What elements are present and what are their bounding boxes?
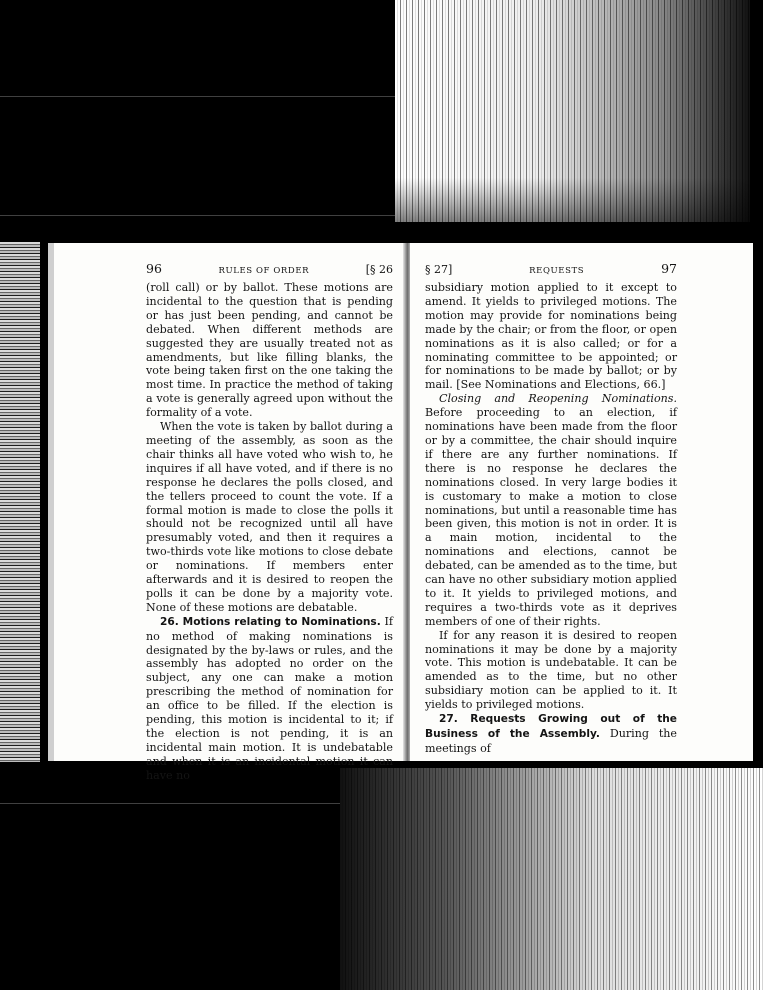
scan-line [0, 215, 395, 216]
right-section-ref: § 27] [425, 263, 453, 276]
left-running-title: RULES OF ORDER [218, 266, 310, 276]
scan-glare-bottom [340, 768, 763, 990]
section-27-paragraph [425, 712, 677, 756]
right-page [410, 243, 753, 761]
right-running-head [425, 261, 677, 277]
closing-nominations-body: Before proceeding to an election, if nominations have been made from the floor or by a committee, the chair should inquire if there are any further nominations. If there is no response he declares the nominations closed. In very large bodies it is customary to make a motion to close nominations, but until a reasonable time has been given, this motion is not in order. It is a main motion, incidental to the nominations and elections, cannot be debated, can be amended as to the time, but can have no other subsidiary motion applied to it. It yields to privileged motions, and requires a two-thirds vote as it deprives members of one of their rights. [425, 406, 677, 628]
scan-edge-left [0, 242, 40, 762]
left-page-text [146, 281, 393, 783]
section-26-body: If no method of making nominations is designated by the by-laws or rules, and the assembly has adopted no order on the subject, any one can make a motion prescribing the method of nomination for an office to be filled. If the election is pending, this motion is incidental to it; if the election is not pending, it is an incidental main motion. It is undebatable and when it is an incidental motion it can have no [146, 614, 393, 782]
scan-line [0, 803, 340, 804]
section-27-body: During the meetings of [425, 727, 678, 755]
scan-glare-top [395, 0, 750, 222]
left-section-ref: [§ 26 [365, 263, 393, 276]
paragraph: If for any reason it is desired to reopen nominations it may be done by a majority vote. This motion is undebatable. It can be amended as to the time, but no other subsidiary motion can be applied to it. It yields to privileged motions. [425, 628, 677, 712]
paragraph: When the vote is taken by ballot during a meeting of the assembly, as soon as the chair thinks all have voted who wish to, he inquires if all have voted, and if there is no response he declares the polls closed, and the tellers proceed to count the vote. If a formal motion is made to close the polls it should not be recognized until all have presumably voted, and then it requires a two-thirds vote like motions to close debate or nominations. If members enter afterwards and it is desired to reopen the polls it can be done by a majority vote. None of these motions are debatable. [146, 420, 393, 614]
scan-line [0, 96, 395, 97]
left-running-head [146, 261, 393, 277]
paragraph: subsidiary motion applied to it except to amend. It yields to privileged motions. The motion may provide for nominations being made by the chair; or from the floor, or open nominations as it is also called; or for a nominating committee to be appointed; or for nominations to be made by ballot; or by mail. [See Nominations and Elections, 66.] [425, 281, 677, 392]
paragraph: (roll call) or by ballot. These motions are incidental to the question that is pending or has just been pending, and cannot be debated. When different methods are suggested they are usually treated not as amendments, but like filling blanks, the vote being taken first on the one taking the most time. In practice the method of taking a vote is generally agreed upon without the formality of a vote. [146, 281, 393, 420]
right-page-text [425, 281, 677, 756]
closing-nominations-title: Closing and Reopening Nominations. [439, 392, 677, 406]
right-running-title: REQUESTS [529, 266, 585, 276]
closing-nominations-paragraph [425, 392, 677, 628]
section-26-paragraph [146, 615, 393, 783]
right-page-number: 97 [661, 261, 677, 276]
left-page-number: 96 [146, 261, 162, 276]
section-27-heading: 27. Requests Growing out of the Business of the Assembly. [425, 713, 677, 740]
left-page [48, 243, 405, 782]
section-26-heading: 26. Motions relating to Nominations. [160, 615, 381, 628]
